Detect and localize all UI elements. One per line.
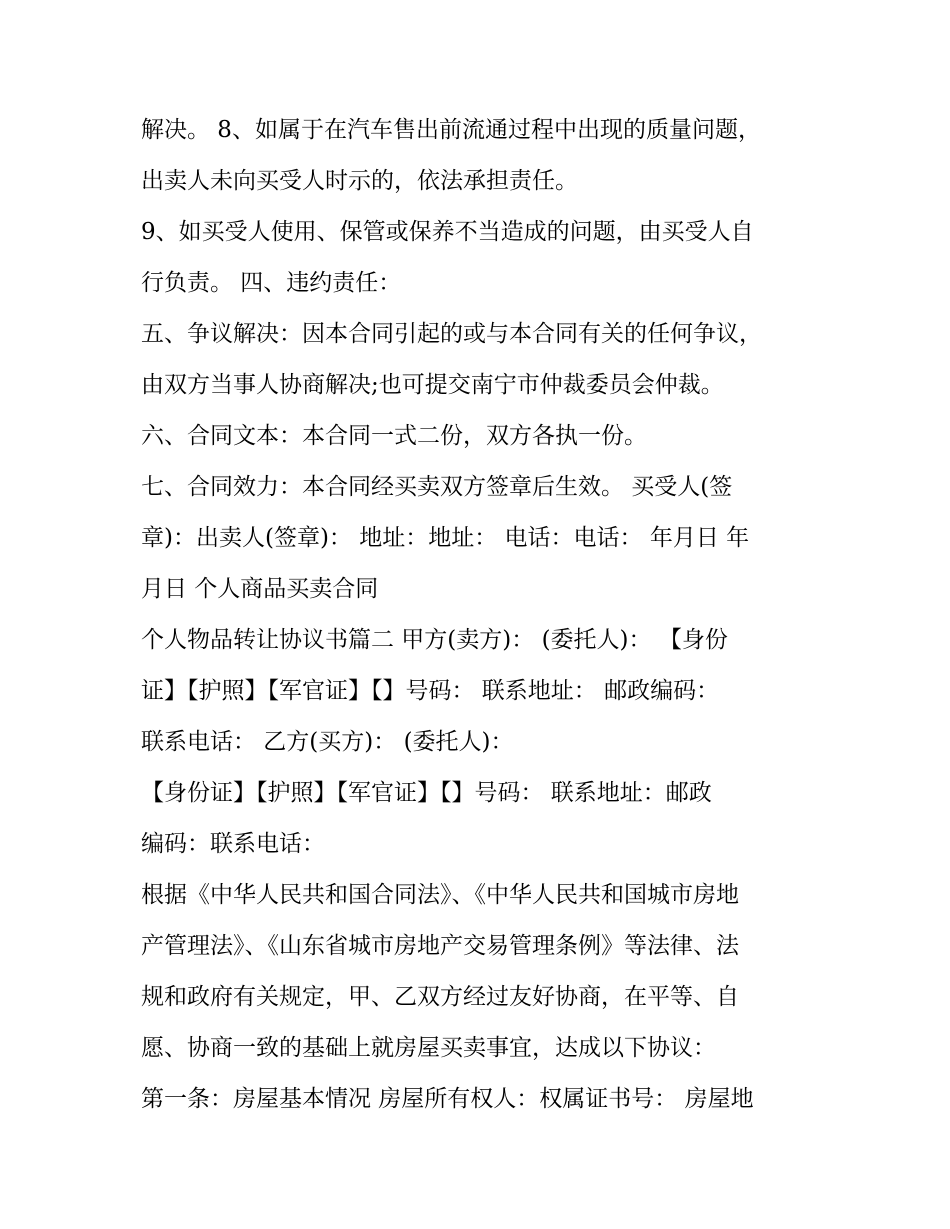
text-line: 七、合同效力：本合同经买卖双方签章后生效。 买受人(签 (141, 474, 733, 500)
text-line: 规和政府有关规定，甲、乙双方经过友好协商，在平等、自 (141, 984, 739, 1010)
text-line: 章)：出卖人(签章)： 地址：地址： 电话：电话： 年月日 年 (141, 525, 750, 551)
text-line: 月日 个人商品买卖合同 (141, 576, 379, 602)
text-line: 个人物品转让协议书篇二 甲方(卖方)： (委托人)： 【身份 (141, 627, 728, 653)
text-line: 根据《中华人民共和国合同法》、《中华人民共和国城市房地 (141, 882, 739, 908)
text-line: 行负责。 四、违约责任： (141, 270, 402, 296)
text-line: 出卖人未向买受人时示的，依法承担责任。 (141, 168, 578, 194)
text-line: 第一条：房屋基本情况 房屋所有权人：权属证书号： 房屋地 (141, 1086, 754, 1112)
text-line: 产管理法》、《山东省城市房地产交易管理条例》等法律、法 (141, 933, 739, 959)
text-line: 9、如买受人使用、保管或保养不当造成的问题，由买受人自 (141, 219, 754, 245)
text-line: 【身份证】【护照】【军官证】【】号码： 联系地址：邮政 (141, 780, 712, 806)
text-line: 证】【护照】【军官证】【】号码： 联系地址： 邮政编码： (141, 678, 720, 704)
text-line: 解决。 8、如属于在汽车售出前流通过程中出现的质量问题， (141, 117, 761, 143)
document-body (141, 105, 821, 1125)
text-line: 编码：联系电话： (141, 831, 325, 857)
text-line: 联系电话： 乙方(买方)： (委托人)： (141, 729, 514, 755)
text-line: 愿、协商一致的基础上就房屋买卖事宜，达成以下协议： (141, 1035, 716, 1061)
text-line: 由双方当事人协商解决;也可提交南宁市仲裁委员会仲裁。 (141, 372, 724, 398)
text-line: 五、争议解决：因本合同引起的或与本合同有关的任何争议， (141, 321, 762, 347)
text-line: 六、合同文本：本合同一式二份，双方各执一份。 (141, 423, 647, 449)
